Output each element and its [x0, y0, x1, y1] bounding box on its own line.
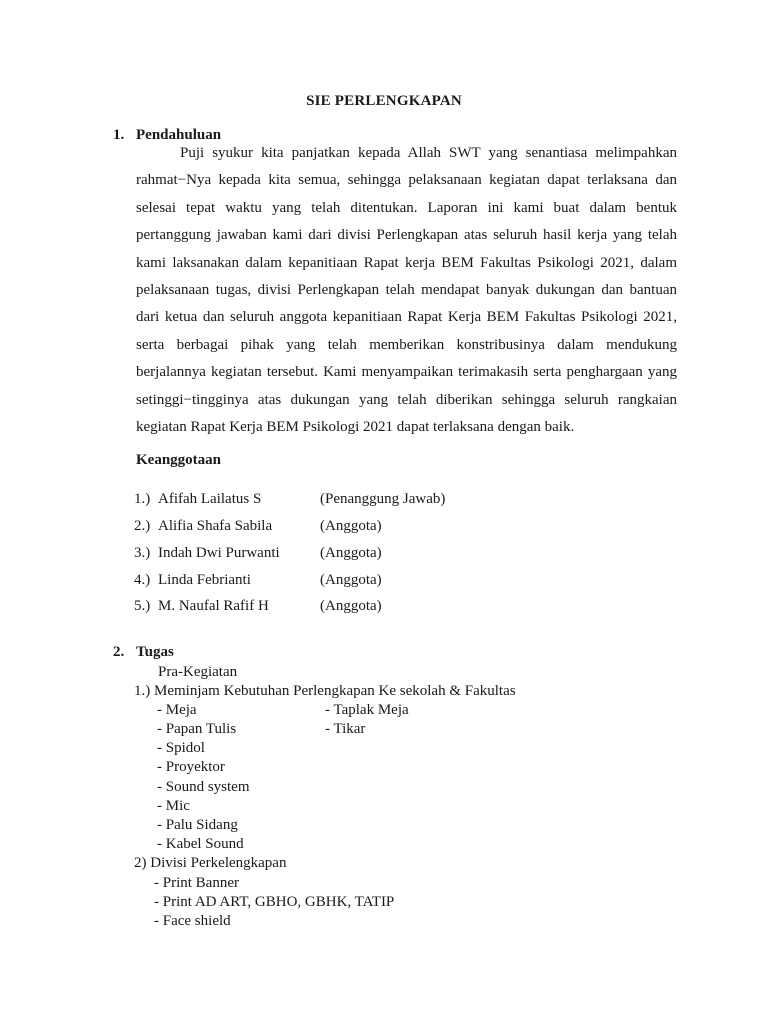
task-1-item: - Tikar — [325, 721, 366, 737]
task-2-item: - Face shield — [154, 913, 231, 929]
task-2-item: - Print Banner — [154, 875, 239, 891]
member-role: (Anggota) — [320, 598, 382, 614]
membership-heading: Keanggotaan — [136, 452, 222, 468]
section-1-number: 1. — [113, 127, 125, 143]
member-name: Indah Dwi Purwanti — [158, 545, 280, 561]
task-1-item: - Taplak Meja — [325, 702, 409, 718]
task-1-item: - Sound system — [157, 779, 250, 795]
member-role: (Anggota) — [320, 545, 382, 561]
member-name: M. Naufal Rafif H — [158, 598, 269, 614]
section-1-heading: Pendahuluan — [136, 127, 222, 143]
introduction-paragraph: Puji syukur kita panjatkan kepada Allah SWT yang senantiasa melimpahkan rahmat−Nya kepada kita semua, sehingga pelaksanaan kegiatan dapat terlaksana dan selesai tepat waktu yang telah ditentukan. Laporan ini kami buat dalam bentuk pertanggung jawaban kami dari divisi Perlengkapan atas seluruh hasil kerja yang telah kami laksanakan dalam kepanitiaan Rapat kerja BEM Fakultas Psikologi 2021, dalam pelaksanaan tugas, divisi Perlengkapan telah mendapat banyak dukungan dan bantuan dari ketua dan seluruh anggota kepanitiaan Rapat Kerja BEM Fakultas Psikologi 2021, serta berbagai pihak yang telah memberikan konstribusinya dalam mendukung berjalannya kegiatan tersebut. Kami menyampaikan terimakasih serta penghargaan yang setinggi−tingginya atas dukungan yang telah diberikan sehingga seluruh rangkaian kegiatan Rapat Kerja BEM Psikologi 2021 dapat terlaksana dengan baik. — [136, 145, 677, 436]
member-name: Linda Febrianti — [158, 572, 251, 588]
task-2-title: 2) Divisi Perkelengkapan — [134, 855, 287, 871]
task-2-item: - Print AD ART, GBHO, GBHK, TATIP — [154, 894, 395, 910]
pre-activity-label: Pra-Kegiatan — [158, 664, 238, 680]
member-number: 4.) — [134, 572, 151, 588]
member-number: 1.) — [134, 491, 151, 507]
section-2-heading: Tugas — [136, 644, 174, 660]
member-name: Afifah Lailatus S — [158, 491, 262, 507]
task-1-item: - Spidol — [157, 740, 205, 756]
member-number: 5.) — [134, 598, 151, 614]
member-number: 3.) — [134, 545, 151, 561]
task-1-item: - Kabel Sound — [157, 836, 244, 852]
task-1-item: - Proyektor — [157, 759, 225, 775]
section-2-number: 2. — [113, 644, 125, 660]
task-1-item: - Papan Tulis — [157, 721, 237, 737]
member-role: (Anggota) — [320, 572, 382, 588]
member-number: 2.) — [134, 518, 151, 534]
task-1-item: - Meja — [157, 702, 197, 718]
member-role: (Anggota) — [320, 518, 382, 534]
document-title: SIE PERLENGKAPAN — [306, 93, 462, 109]
task-1-item: - Mic — [157, 798, 190, 814]
task-1-item: - Palu Sidang — [157, 817, 238, 833]
member-role: (Penanggung Jawab) — [320, 491, 446, 507]
member-name: Alifia Shafa Sabila — [158, 518, 273, 534]
task-1-title: 1.) Meminjam Kebutuhan Perlengkapan Ke sekolah & Fakultas — [134, 683, 516, 699]
